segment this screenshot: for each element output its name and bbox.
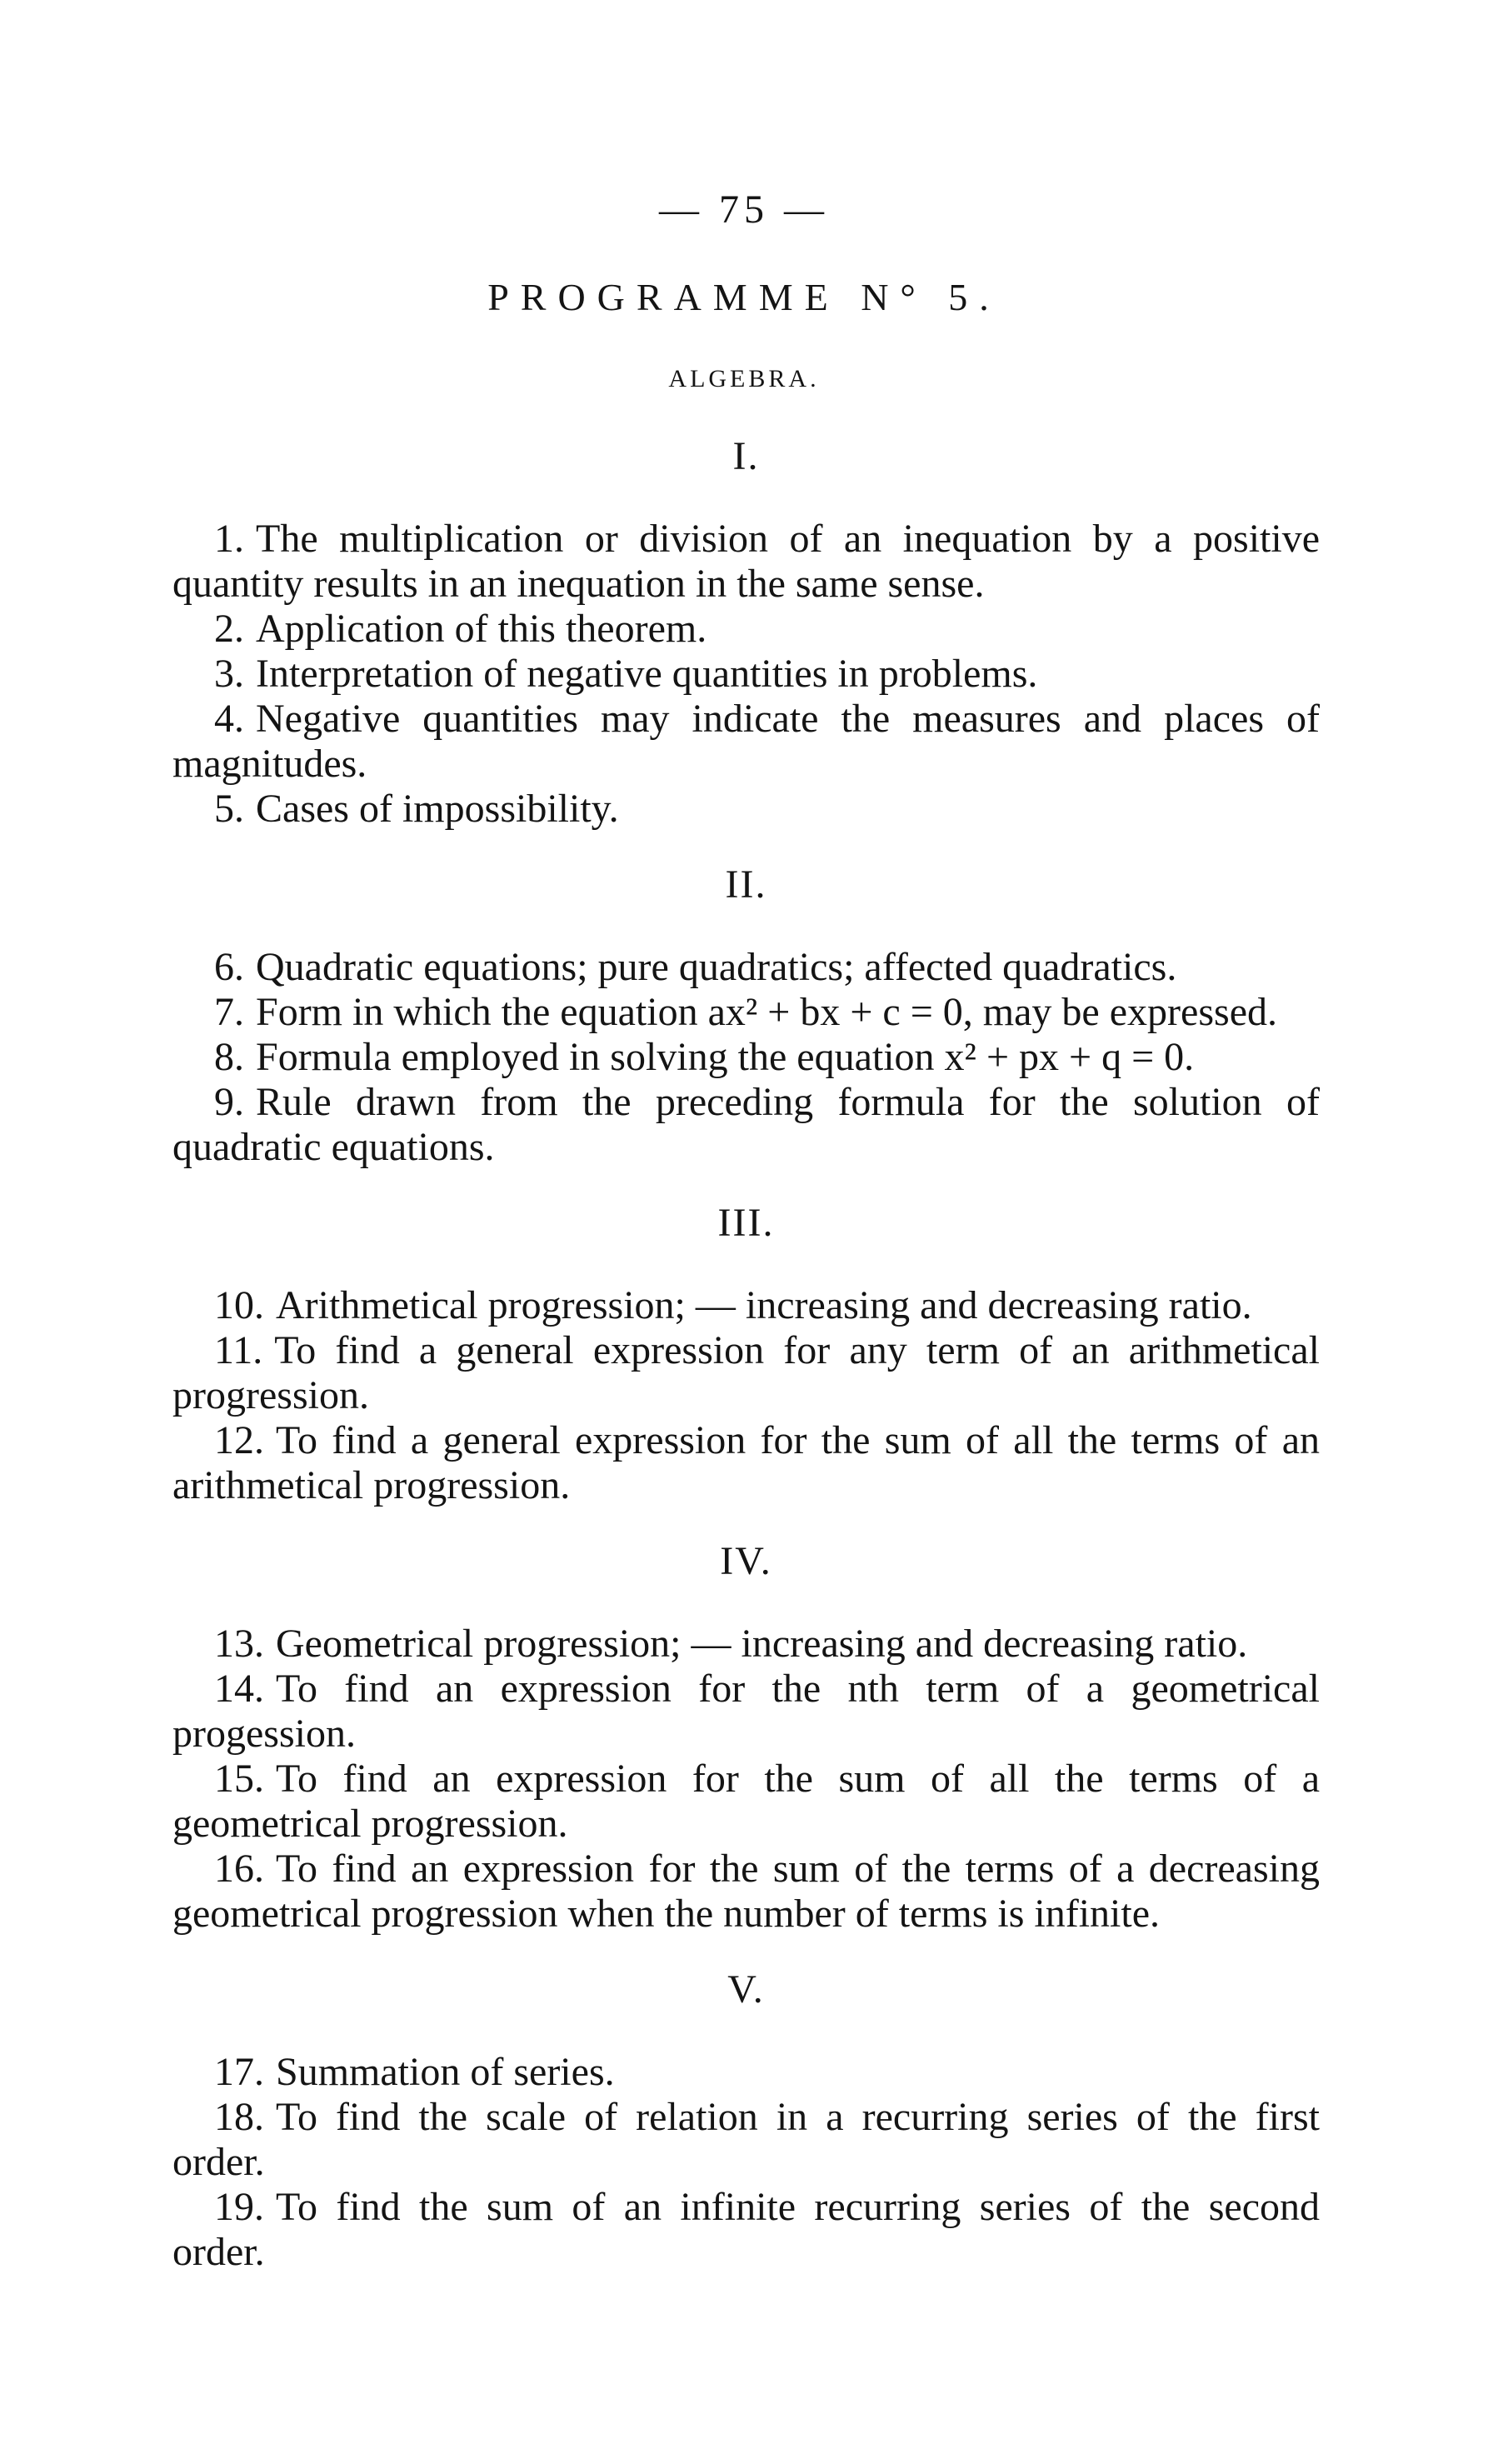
list-item bbox=[172, 1080, 1320, 1170]
item-number: 11. bbox=[214, 1328, 263, 1372]
item-text: Arithmetical progression; — increasing and decreasing ratio. bbox=[276, 1283, 1252, 1327]
list-item bbox=[172, 990, 1320, 1035]
section-2 bbox=[172, 860, 1320, 1170]
list-item bbox=[172, 1035, 1320, 1080]
section-1 bbox=[172, 432, 1320, 832]
list-item bbox=[172, 1622, 1320, 1667]
section-heading: I. bbox=[732, 434, 760, 478]
list-item bbox=[172, 517, 1320, 607]
item-number: 16. bbox=[214, 1847, 264, 1891]
item-number: 14. bbox=[214, 1667, 264, 1711]
programme-title: PROGRAMME N° 5. bbox=[487, 276, 1001, 318]
item-number: 19. bbox=[214, 2185, 264, 2229]
item-text: Negative quantities may indicate the measures and places of magnitudes. bbox=[172, 697, 1320, 786]
item-number: 15. bbox=[214, 1757, 264, 1801]
item-number: 17. bbox=[214, 2050, 264, 2094]
item-number: 7. bbox=[214, 990, 244, 1034]
list-item bbox=[172, 1847, 1320, 1937]
list-item bbox=[172, 607, 1320, 652]
list-item bbox=[172, 2050, 1320, 2095]
item-text: To find a general expression for any term of an arithmetical progression. bbox=[172, 1328, 1320, 1417]
item-number: 6. bbox=[214, 945, 244, 989]
item-text: Rule drawn from the preceding formula for the solution of quadratic equations. bbox=[172, 1080, 1320, 1169]
item-number: 12. bbox=[214, 1418, 264, 1462]
list-item bbox=[172, 1757, 1320, 1847]
item-text: Geometrical progression; — increasing and decreasing ratio. bbox=[276, 1622, 1248, 1666]
list-item bbox=[172, 787, 1320, 832]
item-text: To find the sum of an infinite recurring series of the second order. bbox=[172, 2185, 1320, 2274]
subject-title: ALGEBRA. bbox=[668, 365, 820, 392]
item-text: Form in which the equation ax² + bx + c = 0, may be expressed. bbox=[256, 990, 1277, 1034]
section-5 bbox=[172, 1965, 1320, 2275]
item-text: Cases of impossibility. bbox=[256, 787, 619, 831]
item-number: 1. bbox=[214, 517, 244, 561]
item-text: To find an expression for the sum of the terms of a decreasing geometrical progression when the number of terms is infinite. bbox=[172, 1847, 1320, 1936]
item-number: 10. bbox=[214, 1283, 264, 1327]
section-heading: II. bbox=[725, 862, 767, 907]
item-text: To find a general expression for the sum of all the terms of an arithmetical progression. bbox=[172, 1418, 1320, 1507]
page-number: — 75 — bbox=[659, 187, 829, 232]
item-number: 3. bbox=[214, 652, 244, 696]
list-item bbox=[172, 1328, 1320, 1418]
list-item bbox=[172, 652, 1320, 697]
item-text: Application of this theorem. bbox=[256, 607, 707, 651]
item-text: Formula employed in solving the equation x² + px + q = 0. bbox=[256, 1035, 1195, 1079]
list-item bbox=[172, 1418, 1320, 1508]
item-text: Interpretation of negative quantities in problems. bbox=[256, 652, 1038, 696]
list-item bbox=[172, 2095, 1320, 2185]
item-number: 9. bbox=[214, 1080, 244, 1124]
section-heading: V. bbox=[727, 1967, 765, 2012]
programme-content bbox=[172, 432, 1320, 2275]
item-number: 4. bbox=[214, 697, 244, 741]
item-number: 18. bbox=[214, 2095, 264, 2139]
item-text: To find the scale of relation in a recurring series of the first order. bbox=[172, 2095, 1320, 2184]
section-heading: IV. bbox=[720, 1539, 772, 1583]
item-number: 2. bbox=[214, 607, 244, 651]
list-item bbox=[172, 697, 1320, 787]
item-number: 8. bbox=[214, 1035, 244, 1079]
list-item bbox=[172, 1283, 1320, 1328]
item-text: Quadratic equations; pure quadratics; affected quadratics. bbox=[256, 945, 1177, 989]
item-text: The multiplication or division of an inequation by a positive quantity results in an inequation in the same sense. bbox=[172, 517, 1320, 606]
item-text: To find an expression for the sum of all the terms of a geometrical progression. bbox=[172, 1757, 1320, 1846]
list-item bbox=[172, 1667, 1320, 1757]
section-4 bbox=[172, 1537, 1320, 1937]
section-3 bbox=[172, 1198, 1320, 1508]
list-item bbox=[172, 2185, 1320, 2275]
item-number: 13. bbox=[214, 1622, 264, 1666]
section-heading: III. bbox=[717, 1201, 775, 1245]
list-item bbox=[172, 945, 1320, 990]
item-text: To find an expression for the nth term of a geometrical progession. bbox=[172, 1667, 1320, 1756]
item-text: Summation of series. bbox=[276, 2050, 615, 2094]
item-number: 5. bbox=[214, 787, 244, 831]
